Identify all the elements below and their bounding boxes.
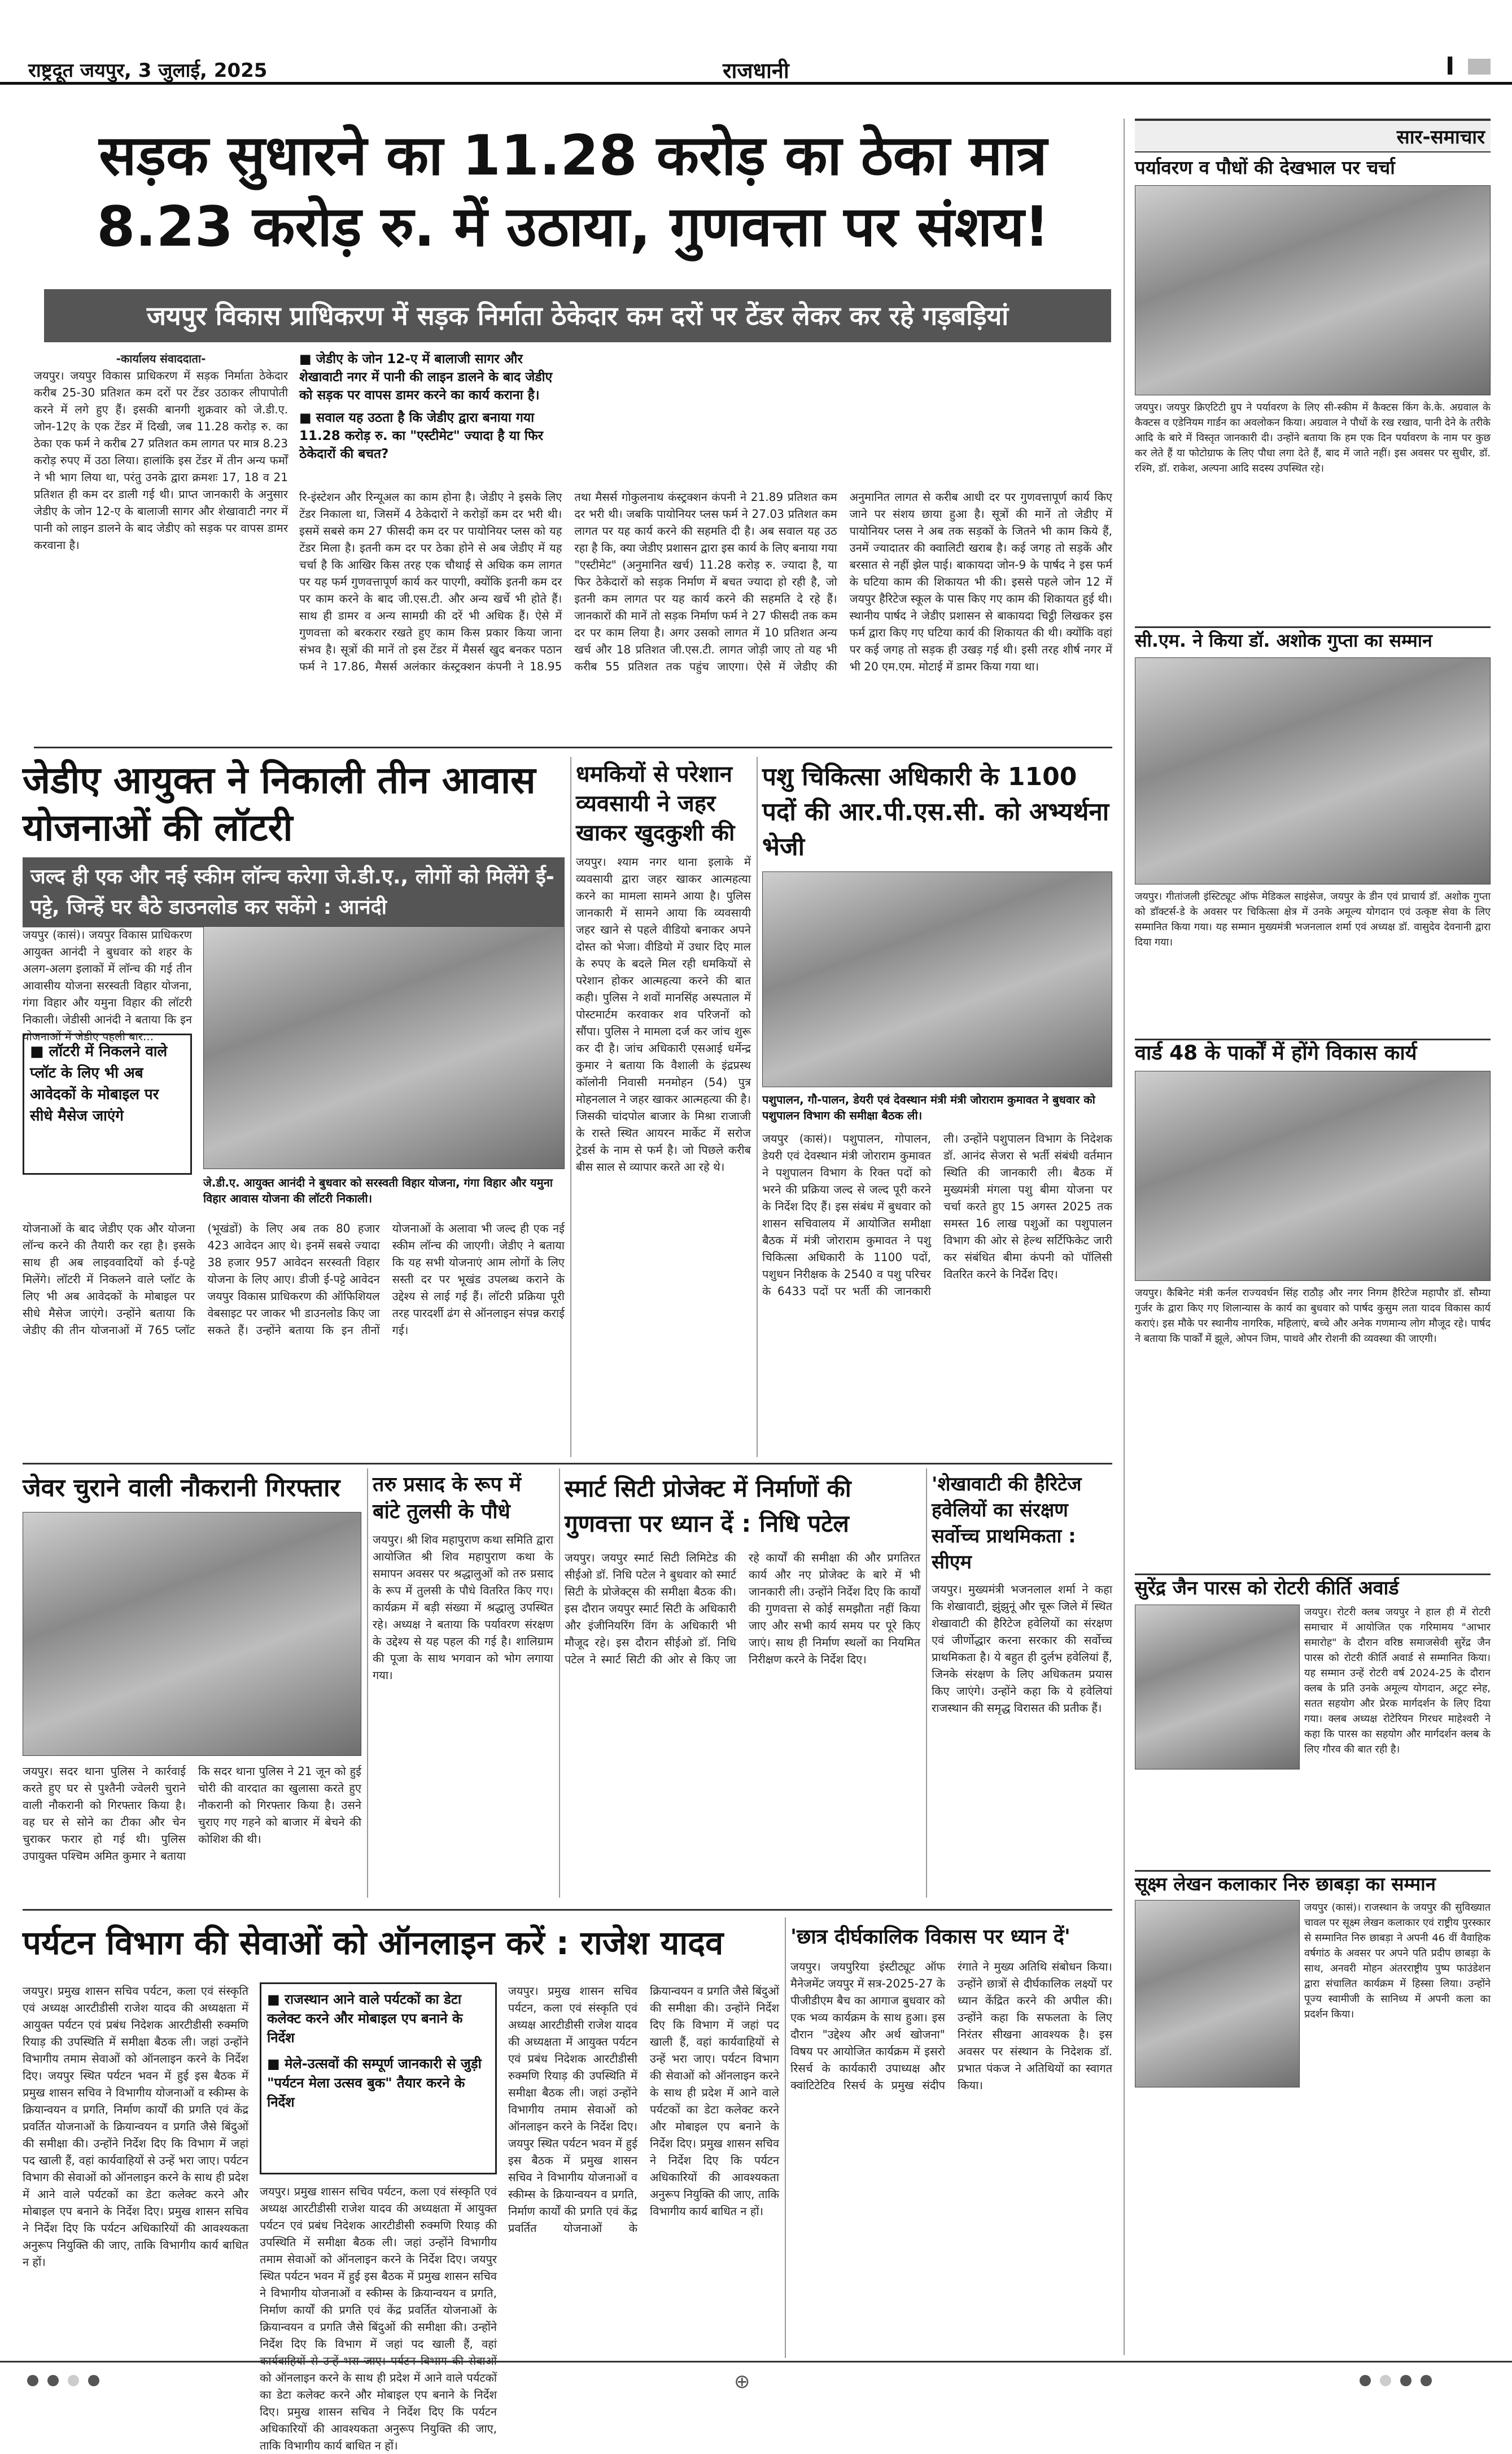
paper-date: राष्ट्रदूत जयपुर, 3 जुलाई, 2025 <box>28 59 268 82</box>
jda-story <box>23 757 565 1457</box>
vet-story <box>762 760 1112 1454</box>
haveli-title: 'शेखावाटी की हैरिटेज हवेलियों का संरक्षण सर्वोच्च प्राथमिकता : सीएम <box>932 1473 1082 1573</box>
lead-highlight-2: ■ सवाल यह उठता है कि जेडीए द्वारा बनाया गया 11.28 करोड़ रु. का "एस्टीमेट" ज्यादा है या फिर ठेकेदारों की बचत? <box>299 411 544 461</box>
haveli-story <box>932 1471 1112 1901</box>
crosshair-icon: ⊕ <box>734 2370 750 2393</box>
sidebar-story3-body: जयपुर। कैबिनेट मंत्री कर्नल राज्यवर्धन सिंह राठौड़ और नगर निगम हैरिटेज महापौर डॉ. सौम्या गुर्जर के द्वारा किए गए शिलान्यास के कार्य का बुधवार को पार्षद कुसुम लता यादव विकास कार्य कराएं। इस मौके पर स्थानीय नागरिक, महिलाएं, बच्चे और अनेक गणमान्य लोग मौजूद रहे। पार्षद ने बताया कि पार्कों में झूले, ओपन जिम, पाथवे और रोशनी की व्यवस्था की जाएगी। <box>1135 1287 1491 1345</box>
page-number: I <box>1445 52 1455 81</box>
chhatra-body: जयपुर। जयपुरिया इंस्टीट्यूट ऑफ मैनेजमेंट जयपुर में सत्र-2025-27 के पीजीडीएम बैच का आगाज बुधवार को एक भव्य कार्यक्रम के साथ हुआ। इस दौरान "उद्देश्य और अर्थ खोजना" विषय पर आयोजित कार्यक्रम में इसरो रिसर्च के कार्यकारी उपाध्यक्ष और क्वांटिटेटिव रिसर्च के प्रमुख संदीप रंगाते ने मुख्य अतिथि संबोधन किया। उन्होंने छात्रों से दीर्घकालिक लक्ष्यों पर ध्यान केंद्रित करने की अपील की। उन्होंने कहा कि सफलता के लिए निरंतर सीखना आवश्यक है। इस अवसर पर संस्थान के निदेशक डॉ. प्रभात पंकज ने अतिथियों का स्वागत किया। <box>790 1960 1112 2092</box>
tourism-story <box>23 1920 779 2452</box>
tourism-title: पर्यटन विभाग की सेवाओं को ऑनलाइन करें : राजेश यादव <box>23 1924 724 1962</box>
sidebar-story4 <box>1135 1605 1491 1870</box>
lead-headline <box>34 123 1112 293</box>
suicide-title: धमकियों से परेशान व्यवसायी ने जहर खाकर खुदकुशी की <box>576 761 735 846</box>
divider <box>23 1463 1112 1464</box>
column-divider <box>570 757 571 1457</box>
header-bar <box>1468 59 1491 75</box>
tourism-body-col2: जयपुर। प्रमुख शासन सचिव पर्यटन, कला एवं संस्कृति एवं अध्यक्ष आरटीडीसी राजेश यादव की अध्यक्षता में आयुक्त पर्यटन एवं प्रबंध निदेशक आरटीडीसी रुक्मणि रियाड़ की उपस्थिति में समीक्षा बैठक ली। जहां उन्होंने विभागीय तमाम सेवाओं को ऑनलाइन करने के निर्देश दिए। जयपुर स्थित पर्यटन भवन में हुई इस बैठक में प्रमुख शासन सचिव ने विभागीय योजनाओं व स्कीम्स के क्रियान्वयन व प्रगति, निर्माण कार्यों की प्रगति एवं केंद्र प्रवर्तित योजनाओं के क्रियान्वयन व प्रगति जैसे बिंदुओं की समीक्षा की। उन्होंने निर्देश दिए कि विभाग में जहां पद खाली हैं, वहां कार्यवाहियों से उन्हें भरा जाए। पर्यटन विभाग की सेवाओं को ऑनलाइन करने के साथ ही प्रदेश में आने वाले पर्यटकों का डेटा कलेक्ट करने और मोबाइल एप बनाने के निर्देश दिए। प्रमुख शासन सचिव ने निर्देश दिए कि पर्यटन अधिकारियों की आवश्यकता अनुरूप नियुक्ति की जाए, ताकि विभागीय कार्य बाधित न हों। <box>508 1984 779 2235</box>
tulsi-body: जयपुर। श्री शिव महापुराण कथा समिति द्वारा आयोजित श्री शिव महापुराण कथा के समापन अवसर पर श्रद्धालुओं को तरु प्रसाद के रूप में तुलसी के पौधे वितरित किए गए। कार्यक्रम में बड़ी संख्या में श्रद्धालु उपस्थित रहे। अध्यक्ष ने बताया कि पर्यावरण संरक्षण के उद्देश्य से यह पहल की गई है। शालिग्राम की पूजा के साथ भगवान को भोग लगाया गया। <box>373 1533 553 1682</box>
chhatra-title: 'छात्र दीर्घकालिक विकास पर ध्यान दें' <box>790 1925 1070 1949</box>
tourism-highlight-box <box>260 1982 497 2174</box>
suicide-story <box>576 760 751 1454</box>
sidebar <box>1135 119 1491 2350</box>
sidebar-story1-body: जयपुर। जयपुर क्रिएटिटी ग्रुप ने पर्यावरण के लिए सी-स्कीम में कैक्टस किंग के.के. अग्रवाल के कैक्टस व एडेनियम गार्डन का अवलोकन किया। अग्रवाल ने पौधों के रख रखाव, पानी देने के तरीके आदि के बारे में विस्तृत जानकारी दी। उन्होंने बताया कि हम एक दिन पर्यावरण के नाम पर कुछ कर लेते हैं या फोटोग्राफ के लिए पौधा लगा देते हैं, बाद में जाते नहीं। इस अवसर पर सुधीर, डॉ. रश्मि, डॉ. राकेश, अल्पना आदि सदस्य उपस्थित रहे। <box>1135 402 1491 474</box>
sidebar-story5-title: सूक्ष्म लेखन कलाकार निरु छाबड़ा का सम्मान <box>1135 1873 1436 1895</box>
tourism-body-col3: जयपुर। प्रमुख शासन सचिव पर्यटन, कला एवं संस्कृति एवं अध्यक्ष आरटीडीसी राजेश यादव की अध्यक्षता में आयुक्त पर्यटन एवं प्रबंध निदेशक आरटीडीसी रुक्मणि रियाड़ की उपस्थिति में समीक्षा बैठक ली। जहां उन्होंने विभागीय तमाम सेवाओं को ऑनलाइन करने के निर्देश दिए। जयपुर स्थित पर्यटन भवन में हुई इस बैठक में प्रमुख शासन सचिव ने विभागीय योजनाओं व स्कीम्स के क्रियान्वयन व प्रगति, निर्माण कार्यों की प्रगति एवं केंद्र प्रवर्तित योजनाओं के क्रियान्वयन व प्रगति जैसे बिंदुओं की समीक्षा की। उन्होंने निर्देश दिए कि विभाग में जहां पद खाली हैं, वहां कार्यवाहियों से उन्हें भरा जाए। पर्यटन विभाग की सेवाओं को ऑनलाइन करने के साथ ही प्रदेश में आने वाले पर्यटकों का डेटा कलेक्ट करने और मोबाइल एप बनाने के निर्देश दिए। प्रमुख शासन सचिव ने निर्देश दिए कि पर्यटन अधिकारियों की आवश्यकता अनुरूप नियुक्ति की जाए, ताकि विभागीय कार्य बाधित न हों। <box>260 2185 497 2452</box>
lead-title-line1: सड़क सुधारने का 11.28 करोड़ का ठेका मात्र <box>99 124 1047 188</box>
column-divider <box>926 1468 927 1898</box>
tourism-body-col1: जयपुर। प्रमुख शासन सचिव पर्यटन, कला एवं संस्कृति एवं अध्यक्ष आरटीडीसी राजेश यादव की अध्यक्षता में आयुक्त पर्यटन एवं प्रबंध निदेशक आरटीडीसी रुक्मणि रियाड़ की उपस्थिति में समीक्षा बैठक ली। जहां उन्होंने विभागीय तमाम सेवाओं को ऑनलाइन करने के निर्देश दिए। जयपुर स्थित पर्यटन भवन में हुई इस बैठक में प्रमुख शासन सचिव ने विभागीय योजनाओं व स्कीम्स के क्रियान्वयन व प्रगति, निर्माण कार्यों की प्रगति एवं केंद्र प्रवर्तित योजनाओं के क्रियान्वयन व प्रगति जैसे बिंदुओं की समीक्षा की। उन्होंने निर्देश दिए कि विभाग में जहां पद खाली हैं, वहां कार्यवाहियों से उन्हें भरा जाए। पर्यटन विभाग की सेवाओं को ऑनलाइन करने के साथ ही प्रदेश में आने वाले पर्यटकों का डेटा कलेक्ट करने और मोबाइल एप बनाने के निर्देश दिए। प्रमुख शासन सचिव ने निर्देश दिए कि पर्यटन अधिकारियों की आवश्यकता अनुरूप नियुक्ति की जाए, ताकि विभागीय कार्य बाधित न हों। <box>23 1984 248 2269</box>
lead-body1: जयपुर। जयपुर विकास प्राधिकरण में सड़क निर्माता ठेकेदार करीब 25-30 प्रतिशत कम दरों पर टेंडर उठाकर लीपापोती करने में लगे हुए हैं। इसकी बानगी शुक्रवार को जे.डी.ए. जोन-12ए के एक टेंडर में दिखी, जब 11.28 करोड़ रु. का ठेका एक फर्म ने करीब 27 प्रतिशत कम लागत पर मात्र 8.23 करोड़ रुपए में उठा लिया। हालांकि इस टेंडर में तीन अन्य फर्मों ने भी भाग लिया था, परंतु उनके द्वारा क्रमशः 17, 18 व 21 प्रतिशत ही कम दर डाली गई थी। प्राप्त जानकारी के अनुसार जेडीए के जोन 12-ए के बालाजी सागर और शेखावाटी नगर में पानी को लाइन डालने के बाद जेडीए को सड़क पर वापस डामर करवाना है। <box>34 369 288 552</box>
jda-title: जेडीए आयुक्त ने निकाली तीन आवास योजनाओं की लॉटरी <box>23 759 536 849</box>
vet-caption: पशुपालन, गौ-पालन, डेयरी एवं देवस्थान मंत्री मंत्री जोराराम कुमावत ने बुधवार को पशुपालन विभाग की समीक्षा बैठक ली। <box>762 1093 1095 1122</box>
sidebar-label: सार-समाचार <box>1135 119 1491 152</box>
lead-byline: -कार्यालय संवाददाता- <box>116 352 206 365</box>
section-name: राजधानी <box>723 58 789 83</box>
jda-subhead: जल्द ही एक और नई स्कीम लॉन्च करेगा जे.डी.ए., लोगों को मिलेंगे ई-पट्टे, जिन्हें घर बैठे डाउनलोड कर सकेंगे : आनंदी <box>23 857 565 927</box>
column-divider <box>757 757 758 1457</box>
jewel-title: जेवर चुराने वाली नौकरानी गिरफ्तार <box>23 1474 340 1502</box>
tulsi-story <box>373 1471 553 1901</box>
jewel-story <box>23 1471 361 1901</box>
sidebar-story1-title: पर्यावरण व पौधों की देखभाल पर चर्चा <box>1135 156 1395 178</box>
suicide-body: जयपुर। श्याम नगर थाना इलाके में व्यवसायी द्वारा जहर खाकर आत्महत्या करने का मामला सामने आया है। पुलिस जानकारी में सामने आया कि व्यवसायी जहर खाने से पहले वीडियो बनाकर अपने दोस्त को भेजा। वीडियो में उधार दिए माल के रुपए के बदले मिल रही धमकियों से परेशान होकर आत्महत्या करने की बात कही। पुलिस ने शवों मानसिंह अस्पताल में पोस्टमार्टम करवाकर शव परिजनों को सौंपा। पुलिस ने मामला दर्ज कर जांच शुरू कर दी है। जांच अधिकारी एसआई धर्मेन्द्र कुमार ने बताया कि वैशाली के इंद्रप्रस्थ कॉलोनी निवासी मनमोहन (54) पुत्र मोहनलाल ने जहर खाकर आत्महत्या की है। जिसकी चांदपोल बाजार के मिश्रा राजाजी के रास्ते स्थित आयरन मार्केट में सरोज ट्रेडर्स के नाम से फर्म है। जो पिछले करीब बीस साल से व्यापार करते आ रहे थे। <box>576 855 751 1174</box>
sidebar-story2-title: सी.एम. ने किया डॉ. अशोक गुप्ता का सम्मान <box>1135 630 1432 651</box>
sidebar-story5 <box>1135 1900 1491 2165</box>
sidebar-photo-3 <box>1135 1071 1491 1281</box>
lead-subhead: जयपुर विकास प्राधिकरण में सड़क निर्माता ठेकेदार कम दरों पर टेंडर लेकर कर रहे गड़बड़ियां <box>44 289 1111 342</box>
smart-city-title: स्मार्ट सिटी प्रोजेक्ट में निर्माणों की गुणवत्ता पर ध्यान दें : निधि पटेल <box>565 1475 851 1537</box>
sidebar-photo-1 <box>1135 185 1491 395</box>
lead-body2: रि-इंस्टेशन और रिन्यूअल का काम होना है। जेडीए ने इसके लिए टेंडर निकाला था, जिसमें 4 ठेकेदारों ने करोड़ों कम दर भरी थी। इसमें सबसे कम 27 फीसदी कम दर पर पायोनियर प्लस को यह टेंडर मिला है। इतनी कम दर पर ठेका होने से अब जेडीए में यह चर्चा है कि आखिर किस तरह एक चौथाई से अधिक कम लागत पर यह फर्म गुणवत्तापूर्ण कार्य कर पाएगी, क्योंकि इतनी कम दर पर काम करने के बाद जी.एस.टी. और अन्य खर्चे भी होते हैं। साथ ही डामर व अन्य सामग्री की दरें भी अधिक हैं। ऐसे में गुणवत्ता को बरकरार रखते हुए काम किस प्रकार किया जाना संभव है। सूत्रों की मानें तो इस टेंडर में मैसर्स खुद बनकर पठान फर्म ने 17.86, मैसर्स अलंकार कंस्ट्रक्शन कंपनी ने 18.95 तथा मैसर्स गोकुलनाथ कंस्ट्रक्शन कंपनी ने 21.89 प्रतिशत कम दर भरी थी। जबकि पायोनियर प्लस फर्म ने 27.03 प्रतिशत कम लागत पर यह कार्य करने की सहमति दी है। अब सवाल यह उठ रहा है कि, क्या जेडीए प्रशासन द्वारा इस कार्य के लिए बनाया गया "एस्टीमेट" (अनुमानित खर्च) 11.28 करोड़ रु. ज्यादा है, या फिर ठेकेदारों को सड़क निर्माण में बचत ज्यादा हो रही है, जो इतनी कम लागत पर यह कार्य करने की सहमति दे रहे हैं। जानकारों की मानें तो सड़क निर्माण फर्म ने 27 फीसदी तक कम दर पर काम लिया है। अगर उसको लागत में 10 प्रतिशत अन्य खर्च और 18 प्रतिशत जी.एस.टी. लागत जोड़ी जाए तो यह भी करीब 55 प्रतिशत तक पहुंच जाएगा। ऐसे में जेडीए की अनुमानित लागत से करीब आधी दर पर गुणवत्तापूर्ण कार्य किए जाने पर संशय छाया हुआ है। सूत्रों की मानें तो जेडीए में पायोनियर प्लस ने अब तक सड़कों के जितने भी काम किये हैं, उनमें ज्यादातर की क्वालिटी खराब है। कई जगह तो सड़कें और बरसात से नहीं झेल पाई। बाकायदा जोन-9 के पार्षद ने इस फर्म के घटिया काम की शिकायत भी की। इससे पहले जोन 12 में जयपुर हैरिटेज स्कूल के पास किए गए काम की शिकायत हुई थी। स्थानीय पार्षद ने जेडीए प्रशासन से बाकायदा चिट्ठी लिखकर इस फर्म द्वारा किए गए घटिया कार्य की शिकायत की थी। क्योंकि वहां पर कई जगह तो सड़क ही उखड़ गई थी। इसी तरह शीर्ष नगर में भी 20 एम.एम. मोटाई में डामर किया गया था। <box>299 490 1112 673</box>
column-divider <box>559 1468 560 1898</box>
column-divider <box>367 1468 368 1898</box>
column-divider <box>785 1917 786 2358</box>
sidebar-story4-body: जयपुर। रोटरी क्लब जयपुर ने हाल ही में रोटरी समाचार में आयोजित एक गरिमामय "आभार समारोह" के दौरान वरिष्ठ समाजसेवी सुरेंद्र जैन पारस को रोटरी कीर्ति अवार्ड से सम्मानित किया। यह सम्मान उन्हें रोटरी वर्ष 2024-25 के दौरान क्लब के प्रति उनके अमूल्य योगदान, अटूट स्नेह, सतत सहयोग और प्रेरक मार्गदर्शन के लिए दिया गया। क्लब अध्यक्ष रोटेरियन गिरधर माहेश्वरी ने कहा कि पारस का सहयोग और मार्गदर्शन क्लब के लिए गौरव की बात रही है। <box>1304 1606 1491 1755</box>
sidebar-photo-4 <box>1135 1605 1300 1769</box>
jewel-photo <box>23 1512 361 1756</box>
sidebar-story2-body: जयपुर। गीतांजली इंस्टिट्यूट ऑफ मेडिकल साइंसेज, जयपुर के डीन एवं प्राचार्य डॉ. अशोक गुप्ता को डॉक्टर्स-डे के अवसर पर चिकित्सा क्षेत्र में उनके अमूल्य योगदान एवं उत्कृष्ट सेवा के लिए सम्मानित किया गया। यह सम्मान मुख्यमंत्री भजनलाल शर्मा एवं अध्यक्ष डॉ. वासुदेव देवनानी द्वारा दिया गया। <box>1135 891 1491 948</box>
tourism-highlight-1: ■ राजस्थान आने वाले पर्यटकों का डेटा कलेक्ट करने और मोबाइल एप बनाने के निर्देश <box>267 1991 463 2046</box>
sidebar-story5-body: जयपुर (कासं)। राजस्थान के जयपुर की सुविख्यात चावल पर सूक्ष्म लेखन कलाकार एवं राष्ट्रीय पुरस्कार से सम्मानित निरु छाबड़ा ने अपनी 46 वीं वैवाहिक वर्षगांठ के अवसर पर अपने पति प्रदीप छाबड़ा के साथ, अनवरी मोहन अंतरराष्ट्रीय पुष्प फाउंडेशन द्वारा संचालित कार्यक्रम में हिस्सा लिया। उन्होंने पूज्य स्वामीजी के सानिध्य में अपनी कला का प्रदर्शन किया। <box>1304 1902 1491 2020</box>
jewel-body: जयपुर। सदर थाना पुलिस ने कार्रवाई करते हुए घर से पुश्तैनी ज्वेलरी चुराने वाली नौकरानी को गिरफ्तार किया है। वह घर से सोने का टीका और चेन चुराकर फरार हो गई थी। पुलिस उपायुक्त पश्चिम अमित कुमार ने बताया कि सदर थाना पुलिस ने 21 जून को हुई चोरी की वारदात का खुलासा करते हुए नौकरानी को गिरफ्तार किया है। उसने चुराए गए गहने को बाजार में बेचने की कोशिश की थी। <box>23 1764 361 1863</box>
jda-photo <box>203 926 565 1169</box>
haveli-body: जयपुर। मुख्यमंत्री भजनलाल शर्मा ने कहा कि शेखावाटी, झुंझुनूं और चूरू जिले में स्थित शेखावाटी की हैरिटेज हवेलियों का संरक्षण एवं जीर्णोद्धार करना सरकार की सर्वोच्च प्राथमिकता है। ये बहुत ही दुर्लभ हवेलियां हैं, जिनके संरक्षण के लिए अधिकतम प्रयास किए जाएंगे। उन्होंने कहा कि ये हवेलियां राजस्थान की समृद्ध विरासत की प्रतीक हैं। <box>932 1583 1112 1715</box>
lead-body <box>34 350 1112 746</box>
sidebar-divider <box>1124 119 1125 2355</box>
divider <box>23 1909 1112 1911</box>
smart-city-body: जयपुर। जयपुर स्मार्ट सिटी लिमिटेड की सीईओ डॉ. निधि पटेल ने बुधवार को स्मार्ट सिटी के प्रोजेक्ट्स की समीक्षा बैठक की। इस दौरान जयपुर स्मार्ट सिटी के अधिकारी और इंजीनियरिंग विंग के अधिकारी भी मौजूद रहे। इस दौरान सीईओ डॉ. निधि पटेल ने स्मार्ट सिटी की ओर से किए जा रहे कार्यों की समीक्षा की और प्रगतिरत कार्य और नए प्रोजेक्ट के बारे में भी जानकारी ली। उन्होंने निर्देश दिए कि कार्यों की गुणवत्ता से कोई समझौता नहीं किया जाए और सभी कार्य समय पर पूरे किए जाएं। साथ ही निर्माण स्थलों का नियमित निरीक्षण करने के निर्देश दिए। <box>565 1551 920 1666</box>
smart-city-story <box>565 1471 920 1901</box>
tourism-highlight-2: ■ मेले-उत्सवों की सम्पूर्ण जानकारी से जुड़ी "पर्यटन मेला उत्सव बुक" तैयार करने के निर्देश <box>267 2056 482 2110</box>
sidebar-photo-5 <box>1135 1900 1300 2087</box>
vet-photo <box>762 871 1112 1087</box>
jda-body2: योजनाओं के बाद जेडीए एक और योजना लॉन्च करने की तैयारी कर रहा है। इसके साथ ही अब लाइववादियों को ई-पट्टे मिलेंगे। लॉटरी में निकलने वाले प्लॉट के लिए भी अब आवेदकों के मोबाइल पर सीधे मैसेज जाएंगे। उन्होंने बताया कि जेडीए की तीन योजनाओं में 765 प्लॉट (भूखंडों) के लिए अब तक 80 हजार 423 आवेदन आए थे। इनमें सबसे ज्यादा 38 हजार 957 आवेदन सरस्वती विहार योजना के लिए आए। डीजी ई-पट्टे आवेदन जयपुर विकास प्राधिकरण की ऑफिशियल वेबसाइट पर जाकर भी डाउनलोड किए जा सकते हैं। उन्होंने बताया कि इन तीनों योजनाओं के अलावा भी जल्द ही एक नई स्कीम लॉन्च की जाएगी। जेडीए ने बताया कि यह सभी योजनाएं आम लोगों के लिए सस्ती दर पर भूखंड उपलब्ध कराने के उद्देश्य से लाई गई हैं। लॉटरी प्रक्रिया पूरी तरह पारदर्शी ढंग से ऑनलाइन संपन्न कराई गई। <box>23 1222 565 1337</box>
divider <box>34 747 1112 748</box>
jda-caption: जे.डी.ए. आयुक्त आनंदी ने बुधवार को सरस्वती विहार योजना, गंगा विहार और यमुना विहार आवास योजना की लॉटरी निकाली। <box>203 1176 553 1205</box>
registration-marks-left <box>23 2375 104 2388</box>
vet-title: पशु चिकित्सा अधिकारी के 1100 पदों की आर.पी.एस.सी. को अभ्यर्थना भेजी <box>762 762 1109 861</box>
sidebar-story4-title: सुरेंद्र जैन पारस को रोटरी कीर्ति अवार्ड <box>1135 1577 1399 1599</box>
lead-title-line2: 8.23 करोड़ रु. में उठाया, गुणवत्ता पर संशय! <box>97 194 1050 259</box>
chhatra-story <box>790 1923 1112 2358</box>
vet-body: जयपुर (कासं)। पशुपालन, गोपालन, डेयरी एवं देवस्थान मंत्री जोराराम कुमावत ने पशुपालन विभाग के रिक्त पदों को भरने की प्रक्रिया जल्द से जल्द पूरी करने के निर्देश दिए हैं। इस संबंध में बुधवार को शासन सचिवालय में आयोजित समीक्षा बैठक में मंत्री जोराराम कुमावत ने पशु चिकित्सा अधिकारी के 1100 पदों, पशुधन निरीक्षक के 2540 व पशु परिचर के 6433 पदों पर भर्ती की जानकारी ली। उन्होंने पशुपालन विभाग के निदेशक डॉ. आनंद सेजरा से भर्ती संबंधी वर्तमान स्थिति की जानकारी ली। बैठक में मुख्यमंत्री मंगला पशु बीमा योजना पर चर्चा करते हुए 15 अगस्त 2025 तक समस्त 16 लाख पशुओं का पशुपालन विभाग की ओर से हेल्थ सर्टिफिकेट जारी कर संबंधित बीमा कंपनी को पॉलिसी वितरित करने के निर्देश दिए। <box>762 1132 1112 1298</box>
tulsi-title: तरु प्रसाद के रूप में बांटे तुलसी के पौधे <box>373 1473 522 1523</box>
registration-marks-right <box>1355 2375 1436 2388</box>
sidebar-photo-2 <box>1135 657 1491 884</box>
jda-body1: जयपुर (कासं)। जयपुर विकास प्राधिकरण आयुक्त आनंदी ने बुधवार को शहर के अलग-अलग इलाकों में लॉन्च की गई तीन आवासीय योजना सरस्वती विहार योजना, गंगा विहार और यमुना विहार की लॉटरी निकाली। जेडीसी आनंदी ने बताया कि इन योजनाओं में जेडीए पहली बार... <box>23 928 192 1043</box>
page-footer <box>0 2361 1512 2402</box>
sidebar-story3-title: वार्ड 48 के पार्कों में होंगे विकास कार्य <box>1135 1041 1417 1065</box>
lead-highlight-1: ■ जेडीए के जोन 12-ए में बालाजी सागर और शेखावाटी नगर में पानी की लाइन डालने के बाद जेडीए को सड़क पर वापस डामर करने का कार्य कराना है। <box>299 352 553 403</box>
jda-highlight-box: ■ लॉटरी में निकलने वाले प्लॉट के लिए भी अब आवेदकों के मोबाइल पर सीधे मैसेज जाएंगे <box>23 1034 192 1175</box>
lead-highlights <box>299 350 559 486</box>
page-header <box>0 0 1512 85</box>
lead-col1 <box>34 350 288 740</box>
